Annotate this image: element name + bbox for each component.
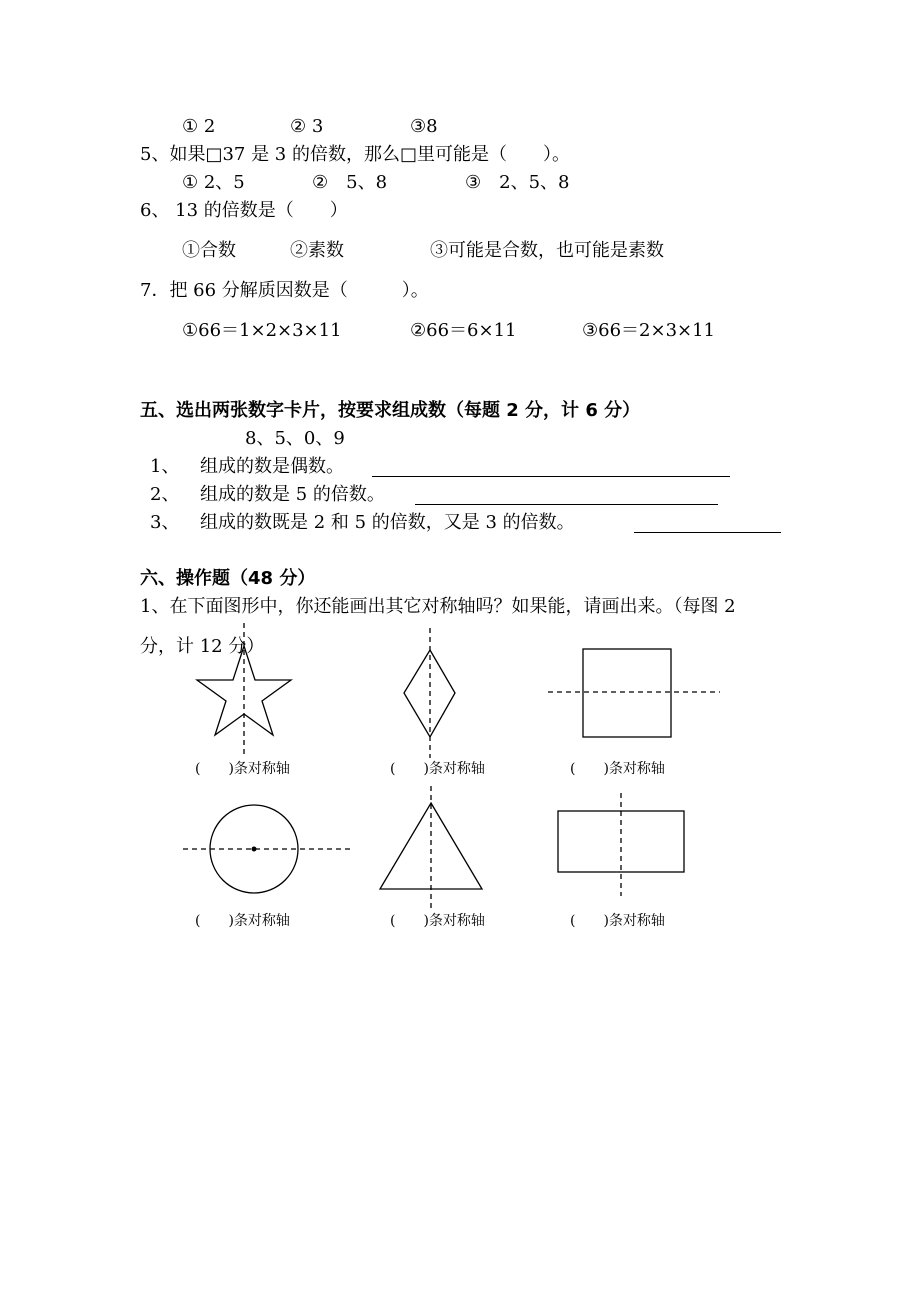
caption-square: ( )条对称轴 <box>570 761 665 777</box>
q7-stem: 7．把 66 分解质因数是（ ）。 <box>140 280 429 301</box>
q5-option-2: ② 5、8 <box>312 172 388 193</box>
caption-rhombus: ( )条对称轴 <box>390 761 485 777</box>
square-shape <box>583 649 671 737</box>
q4-option-1: ① 2 <box>182 116 216 137</box>
q5-stem: 5、如果□37 是 3 的倍数，那么□里可能是（ ）。 <box>140 144 570 165</box>
number-cards: 8、5、0、9 <box>245 428 345 449</box>
caption-circle: ( )条对称轴 <box>195 913 290 929</box>
q5-option-3: ③ 2、5、8 <box>465 172 570 193</box>
q6-option-1: ①合数 <box>182 240 236 261</box>
q6-option-3: ③可能是合数，也可能是素数 <box>430 240 664 261</box>
section5-title: 五、选出两张数字卡片，按要求组成数（每题 2 分，计 6 分） <box>140 400 641 421</box>
s5-item-1-text: 组成的数是偶数。 <box>200 456 344 477</box>
q4-option-2: ② 3 <box>290 116 324 137</box>
q7-option-3: ③66＝2×3×11 <box>582 320 716 341</box>
q6-option-2: ②素数 <box>290 240 344 261</box>
q7-option-2: ②66＝6×11 <box>410 320 517 341</box>
q6-stem: 6、 13 的倍数是（ ） <box>140 200 348 221</box>
section6-title: 六、操作题（48 分） <box>140 568 316 589</box>
caption-star: ( )条对称轴 <box>195 761 290 777</box>
s5-item-3-number: 3、 <box>150 512 180 533</box>
q7-option-1: ①66＝1×2×3×11 <box>182 320 342 341</box>
s5-item-2-text: 组成的数是 5 的倍数。 <box>200 484 385 505</box>
q4-option-3: ③8 <box>410 116 438 137</box>
s5-item-2-number: 2、 <box>150 484 180 505</box>
caption-rectangle: ( )条对称轴 <box>570 913 665 929</box>
circle-center-dot <box>252 847 257 852</box>
s6-q1-line2: 分，计 12 分） <box>140 636 265 657</box>
q5-option-1: ① 2、5 <box>182 172 245 193</box>
s5-item-3-text: 组成的数既是 2 和 5 的倍数，又是 3 的倍数。 <box>200 512 575 533</box>
s5-item-1-number: 1、 <box>150 456 180 477</box>
caption-triangle: ( )条对称轴 <box>390 913 485 929</box>
s6-q1-line1: 1、在下面图形中，你还能画出其它对称轴吗？如果能，请画出来。（每图 2 <box>140 596 736 617</box>
